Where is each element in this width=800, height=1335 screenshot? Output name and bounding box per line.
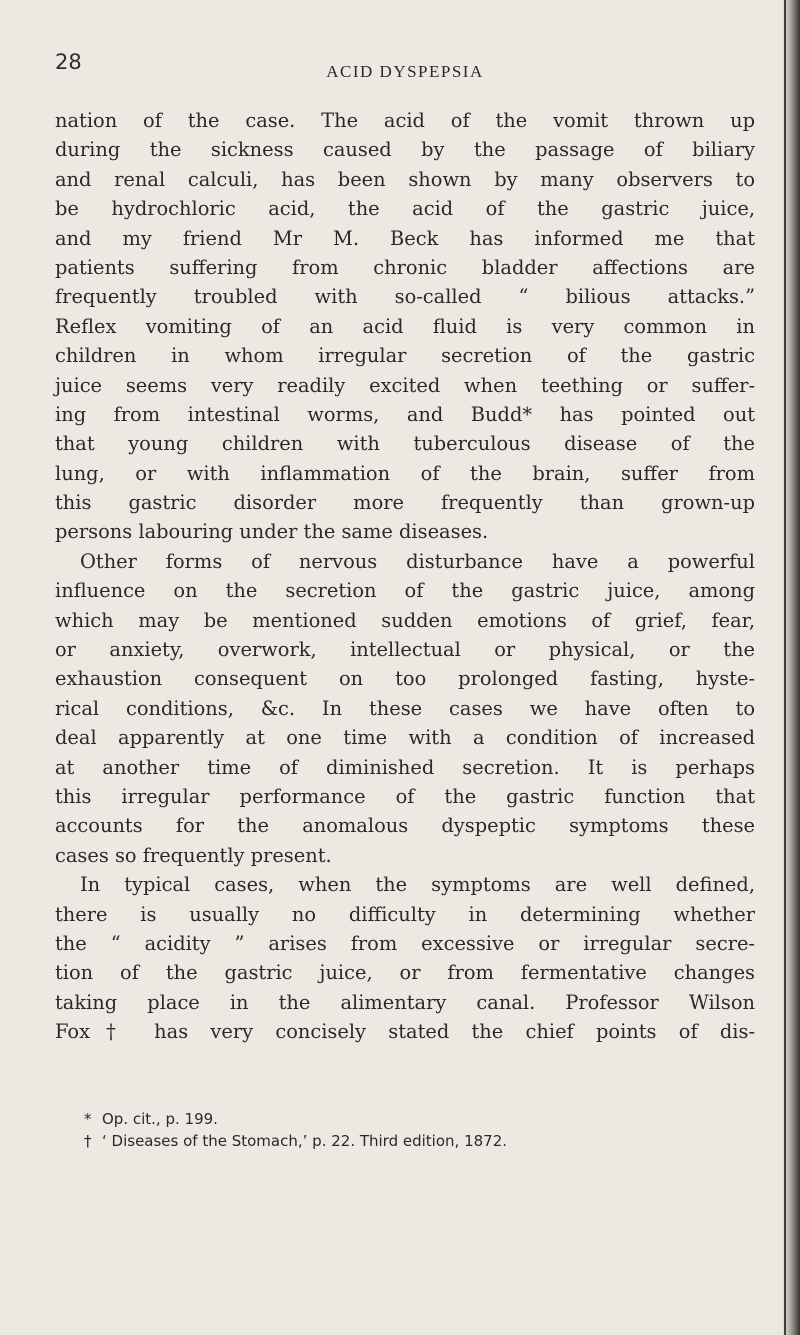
text-line: during the sickness caused by the passage of biliary [55,138,755,162]
text-line: and my friend Mr M. Beck has informed me that [55,226,755,250]
footnote [84,1130,744,1152]
text-line: or anxiety, overwork, intellectual or physical, or the [55,638,755,662]
text-line: this irregular performance of the gastric function that [55,784,755,808]
text-line: rical conditions, &c. In these cases we have often to [55,696,755,720]
text-line: influence on the secretion of the gastric juice, among [55,579,755,603]
text-line: Other forms of nervous disturbance have a powerful [80,549,755,573]
text-line: the “ acidity ” arises from excessive or irregular secre- [55,931,755,955]
text-line: exhaustion consequent on too prolonged fasting, hyste- [55,667,755,691]
page-header [55,50,755,90]
text-line: Reflex vomiting of an acid fluid is very common in [55,314,755,338]
page-edge-line [784,0,786,1335]
text-line: taking place in the alimentary canal. Professor Wilson [55,990,755,1014]
text-line: which may be mentioned sudden emotions of grief, fear, [55,608,755,632]
text-line: frequently troubled with so-called “ bilious attacks.” [55,285,755,309]
text-line: be hydrochloric acid, the acid of the gastric juice, [55,197,755,221]
text-line: juice seems very readily excited when teething or suffer- [55,373,755,397]
text-line: and renal calculi, has been shown by many observers to [55,167,755,191]
text-line: this gastric disorder more frequently than grown-up [55,491,755,515]
footnotes [84,1108,744,1152]
text-line: nation of the case. The acid of the vomit thrown up [55,109,755,132]
footnote-text: Op. cit., p. 199. [102,1110,218,1128]
text-line: lung, or with inflammation of the brain, suffer from [55,461,755,485]
footnote-mark: † [84,1132,92,1150]
page-number: 28 [55,50,82,74]
text-line: children in whom irregular secretion of the gastric [55,344,755,368]
footnote [84,1108,744,1130]
text-line: deal apparently at one time with a condition of increased [55,726,755,750]
body-text [55,106,755,1047]
text-line: tion of the gastric juice, or from fermentative changes [55,961,755,985]
text-line: persons labouring under the same diseases. [55,520,489,544]
text-line: accounts for the anomalous dyspeptic symptoms these [55,814,755,838]
text-line: cases so frequently present. [55,843,332,867]
text-line: patients suffering from chronic bladder affections are [55,255,755,279]
footnote-text: ‘ Diseases of the Stomach,’ p. 22. Third edition, 1872. [102,1132,508,1150]
text-line: there is usually no difficulty in determining whether [55,902,755,926]
text-line: that young children with tuberculous disease of the [55,432,755,456]
running-head: ACID DYSPEPSIA [326,62,484,81]
text-line: at another time of diminished secretion. It is perhaps [55,755,755,779]
text-line: In typical cases, when the symptoms are well defined, [80,873,755,897]
footnote-mark: * [84,1110,92,1128]
text-line: ing from intestinal worms, and Budd* has pointed out [55,402,755,426]
text-line: Fox† has very concisely stated the chief points of dis- [55,1020,755,1044]
